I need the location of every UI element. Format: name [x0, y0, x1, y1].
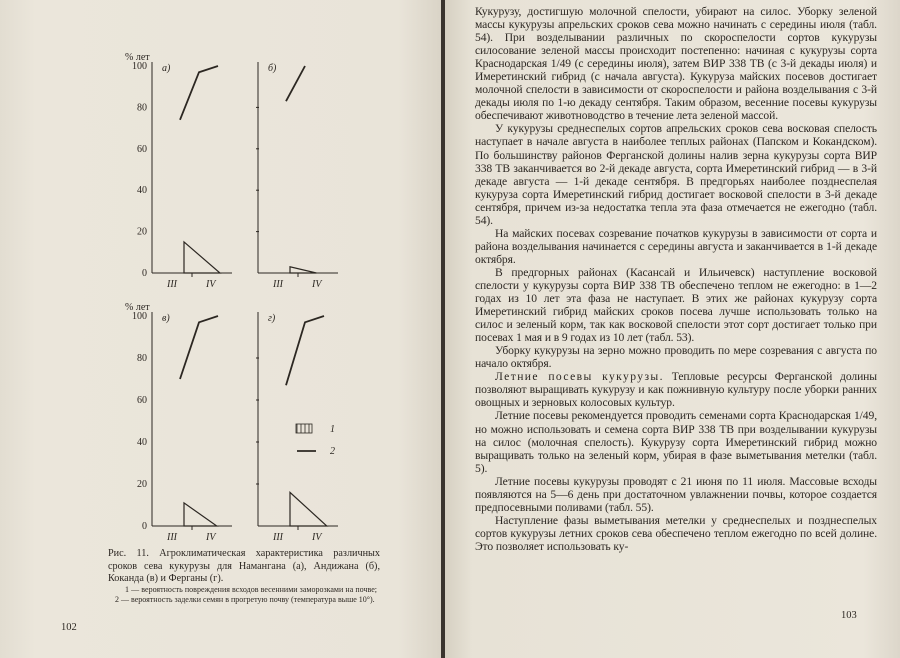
x-tick-III: III: [167, 279, 177, 290]
figure-caption: Рис. 11. Агроклиматическая характеристика различных сроков сева кукурузы для Намангана (а), Андижана (б), Коканда (в) и Ферганы (г).: [108, 548, 380, 585]
panel-label-1: а): [162, 63, 171, 74]
x-tick-IV: IV: [312, 279, 322, 290]
left-page: [0, 0, 443, 658]
y-axis-label: % лет: [125, 52, 150, 63]
y-tick-100: 100: [132, 311, 147, 322]
x-tick-IV: IV: [206, 279, 216, 290]
figure-legend: [296, 424, 335, 457]
paragraph-2: У кукурузы среднеспелых сортов апрельских сроков сева восковая спелость наступает в начале августа в наиболее теплых районах (Папском и Кокандском). По большинству районов Ферганской долины налив зерна кукурузы сорта ВИР 338 ТВ заканчивается во 2-й декаде августа, сорта Имеретинский гибрид — в 3-й декаде августа — 1-й декаде сентября. В предгорьях наиболее позднеспелая кукуруза сорта Имеретинский гибрид достигает восковой спелости в 3-й декаде сентября, причем из-за недостатка тепла эта фаза отмечается не ежегодно (табл. 54).: [475, 122, 877, 227]
y-tick-20: 20: [137, 479, 147, 490]
series-hatch-1-panel-4: [290, 492, 327, 526]
series-line-2-panel-1: [180, 66, 218, 120]
body-text: [475, 5, 877, 553]
x-tick-III: III: [167, 532, 177, 543]
panel-label-3: в): [162, 313, 170, 324]
y-tick-20: 20: [137, 226, 147, 238]
y-tick-40: 40: [137, 437, 147, 448]
page-number-left: 102: [61, 622, 77, 633]
paragraph-6: Летние посевы рекомендуется проводить семенами сорта Краснодарская 1/49, но можно использовать и семена сорта ВИР 338 ТВ при возделывании кукурузы на силос (молочная спелость). Кукурузу сорта Имеретинский гибрид можно выращивать только на зеленый корм, убирая в фазе выметывания метелки (табл. 5).: [475, 409, 877, 475]
section-heading-summer: Летние посевы кукурузы.: [495, 370, 664, 384]
paragraph-5: Уборку кукурузы на зерно можно проводить по мере созревания с августа по начало октября.: [475, 344, 877, 371]
y-tick-40: 40: [137, 185, 147, 197]
paragraph-3: На майских посевах созревание початков кукурузы в зависимости от сорта и района возделывания начинается с середины августа и заканчивается в 1-й декаде октября.: [475, 226, 877, 266]
figure-legend-note: 1 — вероятность повреждения всходов весенними заморозками на почве; 2 — вероятность заделки семян в прогретую почву (температура выше 10°).: [115, 585, 377, 604]
x-tick-IV: IV: [206, 532, 216, 543]
series-hatch-1-panel-3: [184, 503, 217, 526]
x-tick-IV: IV: [312, 532, 322, 543]
y-tick-0: 0: [142, 268, 147, 279]
series-hatch-1-panel-1: [184, 242, 220, 273]
y-axis-label: % лет: [125, 302, 150, 313]
series-line-2-panel-3: [180, 316, 218, 379]
series-hatch-1-panel-2: [290, 267, 316, 273]
right-page: [445, 0, 900, 658]
panel-label-4: г): [268, 313, 276, 324]
y-tick-80: 80: [137, 353, 147, 364]
page-number-right: 103: [841, 610, 857, 621]
paragraph-summer: [475, 370, 877, 409]
y-tick-60: 60: [137, 143, 147, 155]
paragraph-1: Кукурузу, достигшую молочной спелости, убирают на силос. Уборку зеленой массы кукурузы апрельских сроков сева можно начинать с середины июля (табл. 54). При возделывании различных по скороспелости сортов кукурузы силосование зеленой массы происходит постепенно: начиная с кукурузы сорта Краснодарская 1/49 (с середины июля), затем ВИР 338 ТВ (с 3-й декады июля) и Имеретинский гибрид (с начала августа). Кукуруза майских посевов достигает молочной спелости в зависимости от скороспелости и района возделывания с 3-й декады июля по 1-ю декаду сентября. Таким образом, весенние посевы кукурузы обеспечивают животноводство в течение лета зеленой массой.: [475, 5, 877, 123]
panel-label-2: б): [268, 63, 277, 74]
series-line-2-panel-2: [286, 66, 305, 101]
x-tick-III: III: [273, 532, 283, 543]
summer-intro: Тепловые ресурсы Ферганской долины позволяют выращивать кукурузу и как пожнивную культуру после уборки ранних овощных и зерновых колосовых культур.: [475, 370, 877, 410]
y-tick-0: 0: [142, 521, 147, 532]
y-tick-100: 100: [132, 61, 147, 72]
y-tick-80: 80: [137, 102, 147, 114]
x-tick-III: III: [273, 279, 283, 290]
paragraph-8: Наступление фазы выметывания метелки у среднеспелых и позднеспелых сортов кукурузы летних сроков сева обеспечено теплом ежегодно по всей долине. Это позволяет использовать ку-: [475, 513, 877, 553]
paragraph-7: Летние посевы кукурузы проводят с 21 июня по 11 июля. Массовые всходы появляются на 5—6 день при достаточном увлажнении почвы, которое создается предпосевными поливами (табл. 55).: [475, 474, 877, 514]
paragraph-4: В предгорных районах (Касансай и Ильичевск) наступление восковой спелости у кукурузы сорта ВИР 338 ТВ обеспечено теплом не ежегодно: в 1—2 годах из 10 лет эта фаза не наступает. В этих же районах кукурузу сорта Имеретинский гибрид майских сроков посева лучше использовать только на силос и зеленый корм, так как восковой спелости этот сорт достигает только при посевах 1 мая и в 9 годах из 10 лет (табл. 53).: [475, 265, 877, 345]
legend-hatch-swatch: [296, 424, 312, 433]
legend-label-2: 2: [330, 446, 335, 457]
series-line-2-panel-4: [286, 316, 324, 385]
y-tick-60: 60: [137, 395, 147, 406]
legend-label-1: 1: [330, 424, 335, 435]
